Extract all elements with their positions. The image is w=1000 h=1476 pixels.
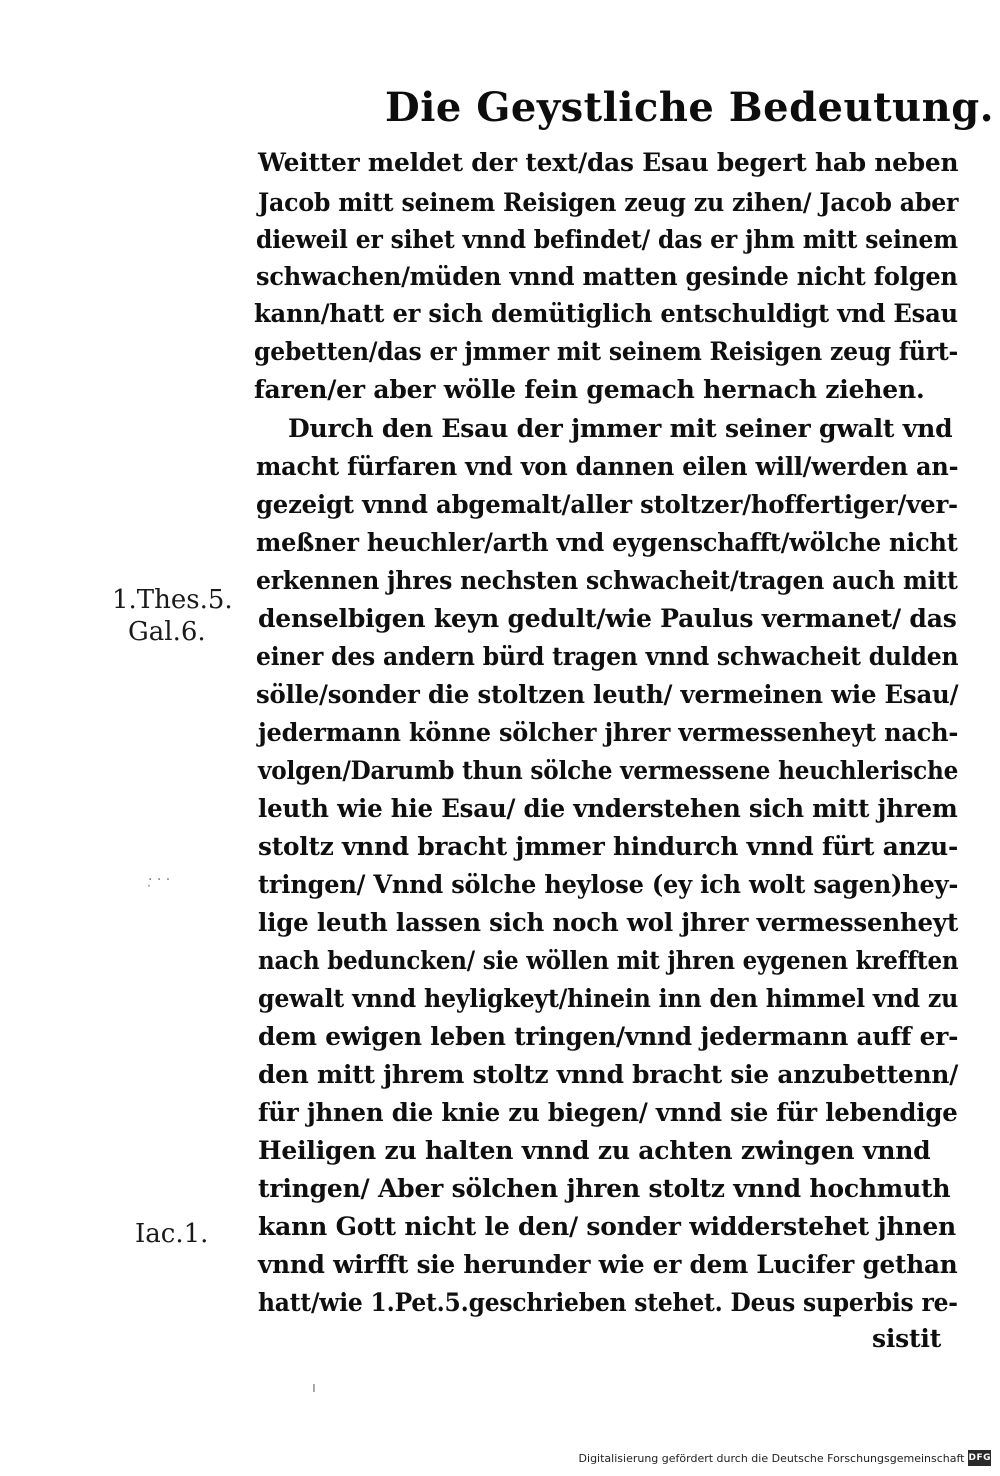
text-line: tringen/ Aber sölchen jhren stoltz vnnd hochmuth <box>258 1174 951 1203</box>
funding-text: Digitalisierung gefördert durch die Deutsche Forschungsgemeinschaft <box>578 1451 965 1465</box>
text-line: Heiligen zu halten vnnd zu achten zwingen vnnd <box>258 1136 931 1165</box>
margin-note-iac: Iac.1. <box>135 1219 209 1249</box>
text-line: Durch den Esau der jmmer mit seiner gwalt vnd <box>288 414 953 443</box>
text-line: denselbigen keyn gedult/wie Paulus vermanet/ das <box>258 604 957 633</box>
text-line: volgen/Darumb thun sölche vermessene heuchlerische <box>258 756 959 785</box>
text-line: gebetten/das er jmmer mit seinem Reisigen zeug fürt- <box>254 337 959 366</box>
text-line: meßner heuchler/arth vnd eygenschafft/wölche nicht <box>256 528 958 557</box>
text-line: kann Gott nicht le den/ sonder widderstehet jhnen <box>258 1212 957 1241</box>
text-line: Weitter meldet der text/das Esau begert hab neben <box>258 148 959 177</box>
catchword: sistit <box>872 1324 942 1353</box>
margin-note-gal: Gal.6. <box>128 617 206 647</box>
margin-note-thes: 1.Thes.5. <box>112 585 233 615</box>
text-line: macht fürfaren vnd von dannen eilen will/werden an- <box>256 452 959 481</box>
scan-speck: ı <box>312 1380 316 1396</box>
text-line: leuth wie hie Esau/ die vnderstehen sich mitt jhrem <box>258 794 958 823</box>
text-line: faren/er aber wölle fein gemach hernach ziehen. <box>254 375 925 404</box>
text-line: dieweil er sihet vnnd befindet/ das er jhm mitt seinem <box>256 225 958 254</box>
text-line: tringen/ Vnnd sölche heylose (ey ich wolt sagen)hey- <box>258 870 959 899</box>
scan-speck: ·̣ · · <box>148 872 171 888</box>
text-line: vnnd wirfft sie herunder wie er dem Lucifer gethan <box>258 1250 958 1279</box>
text-line: lige leuth lassen sich noch wol jhrer vermessenheyt <box>258 908 959 937</box>
dfg-funding-footer <box>578 1447 991 1469</box>
text-line: nach beduncken/ sie wöllen mit jhren eygenen krefften <box>258 946 959 975</box>
dfg-logo-icon: DFG <box>968 1450 991 1466</box>
text-line: gezeigt vnnd abgemalt/aller stoltzer/hoffertiger/ver- <box>256 490 958 519</box>
text-line: einer des andern bürd tragen vnnd schwacheit dulden <box>256 642 959 671</box>
text-line: sölle/sonder die stoltzen leuth/ vermeinen wie Esau/ <box>256 680 959 709</box>
text-line: Jacob mitt seinem Reisigen zeug zu zihen/ Jacob aber <box>258 188 959 217</box>
text-line: gewalt vnnd heyligkeyt/hinein inn den himmel vnd zu <box>258 984 959 1013</box>
text-line: für jhnen die knie zu biegen/ vnnd sie für lebendige <box>258 1098 958 1127</box>
text-line: den mitt jhrem stoltz vnnd bracht sie anzubettenn/ <box>258 1060 959 1089</box>
page-header-title: Die Geystliche Bedeutung. <box>385 84 995 131</box>
text-line: schwachen/müden vnnd matten gesinde nicht folgen <box>256 262 958 291</box>
text-line: hatt/wie 1.Pet.5.geschrieben stehet. Deus superbis re- <box>258 1288 958 1317</box>
text-line: erkennen jhres nechsten schwacheit/tragen auch mitt <box>256 566 958 595</box>
text-line: stoltz vnnd bracht jmmer hindurch vnnd fürt anzu- <box>258 832 959 861</box>
text-line: kann/hatt er sich demütiglich entschuldigt vnd Esau <box>254 299 958 328</box>
text-line: dem ewigen leben tringen/vnnd jedermann auff er- <box>258 1022 959 1051</box>
text-line: jedermann könne sölcher jhrer vermessenheyt nach- <box>258 718 959 747</box>
